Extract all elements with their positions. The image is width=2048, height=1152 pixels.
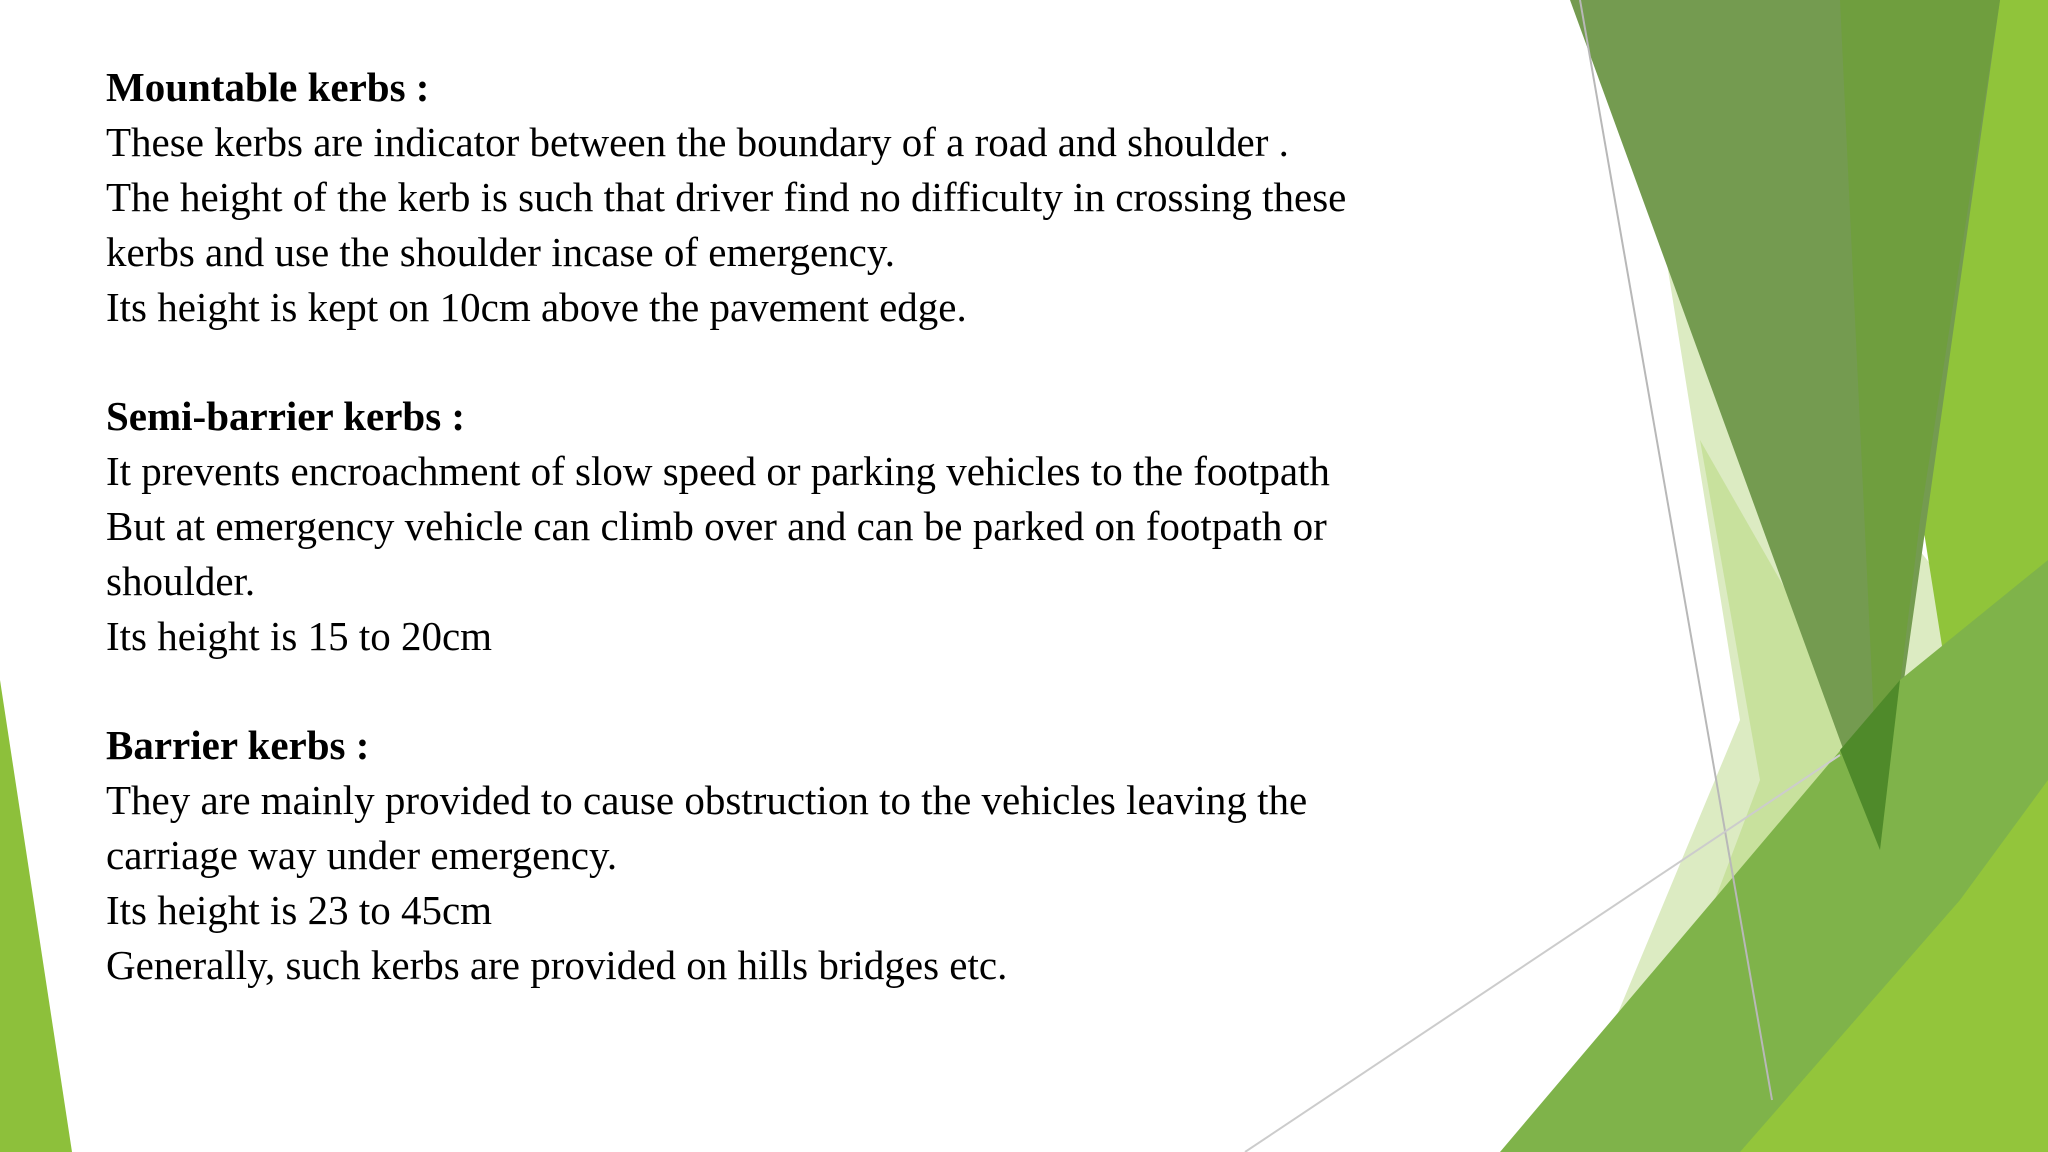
section-semi-barrier-kerbs bbox=[106, 389, 1546, 664]
body-line: They are mainly provided to cause obstruction to the vehicles leaving the bbox=[106, 777, 1308, 823]
section-barrier-kerbs bbox=[106, 718, 1546, 993]
left-green-sliver bbox=[0, 680, 72, 1152]
body-line: But at emergency vehicle can climb over and can be parked on footpath or bbox=[106, 503, 1327, 549]
body-line: It prevents encroachment of slow speed or parking vehicles to the footpath bbox=[106, 448, 1330, 494]
slide-body bbox=[106, 60, 1546, 1047]
body-line: These kerbs are indicator between the boundary of a road and shoulder . bbox=[106, 119, 1289, 165]
body-line: carriage way under emergency. bbox=[106, 832, 618, 878]
body-line: Its height is kept on 10cm above the pavement edge. bbox=[106, 284, 967, 330]
body-line: Its height is 15 to 20cm bbox=[106, 613, 493, 659]
section-heading: Mountable kerbs : bbox=[106, 64, 430, 110]
body-line: The height of the kerb is such that driver find no difficulty in crossing these bbox=[106, 174, 1347, 220]
body-line: kerbs and use the shoulder incase of emergency. bbox=[106, 229, 895, 275]
body-line: shoulder. bbox=[106, 558, 256, 604]
section-mountable-kerbs bbox=[106, 60, 1546, 335]
body-line: Its height is 23 to 45cm bbox=[106, 887, 493, 933]
section-heading: Barrier kerbs : bbox=[106, 722, 370, 768]
section-heading: Semi-barrier kerbs : bbox=[106, 393, 466, 439]
body-line: Generally, such kerbs are provided on hills bridges etc. bbox=[106, 942, 1008, 988]
